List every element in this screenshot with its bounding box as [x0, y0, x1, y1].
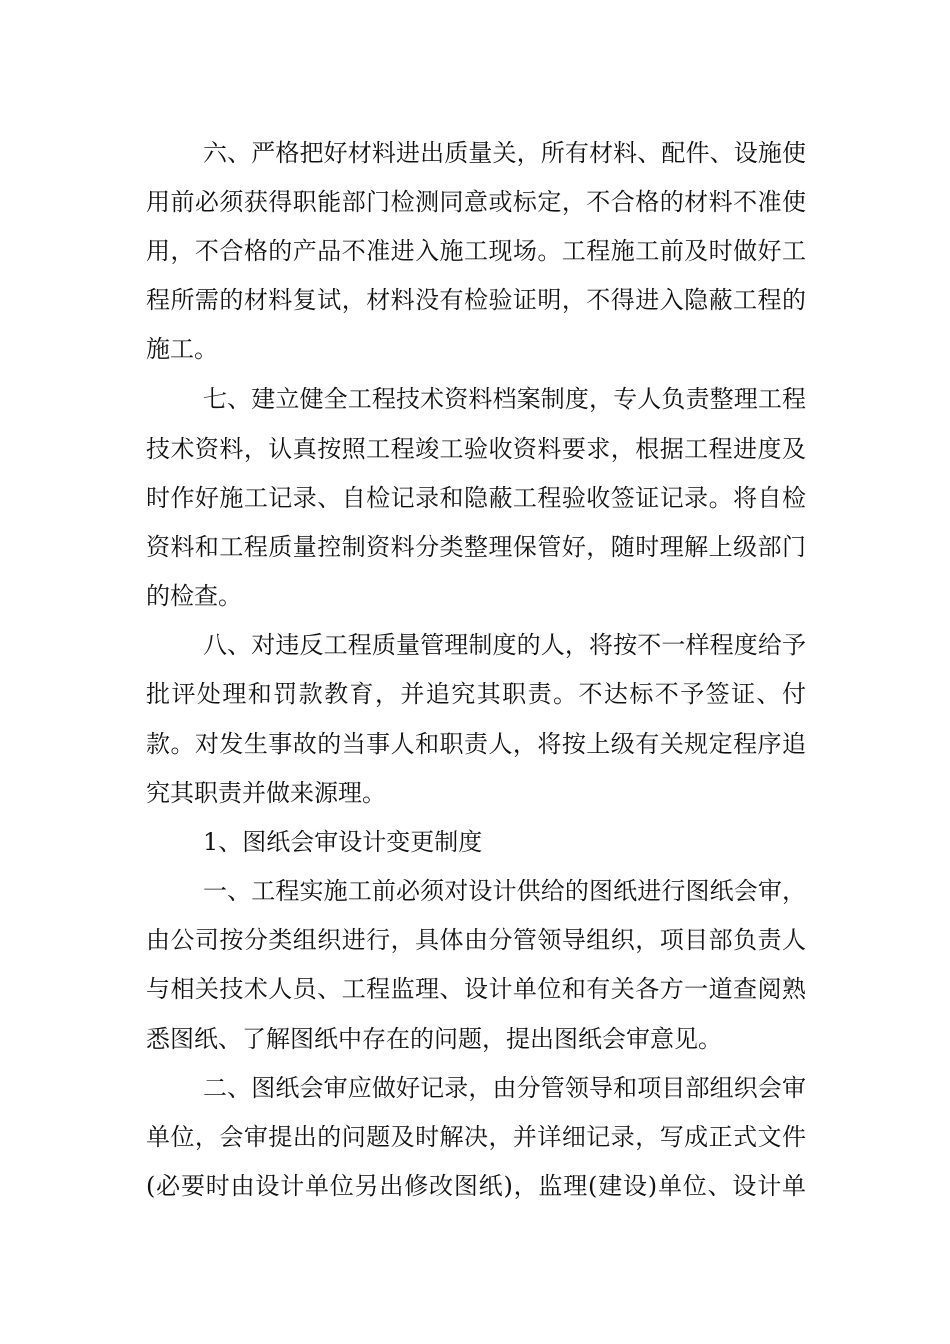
- paragraph-1-line-1: 一、工程实施工前必须对设计供给的图纸进行图纸会审，: [203, 877, 806, 905]
- paragraph-6-line-3: 用，不合格的产品不准进入施工现场。工程施工前及时做好工: [146, 237, 806, 265]
- paragraph-7-line-3: 时作好施工记录、自检记录和隐蔽工程验收签证记录。将自检: [146, 484, 806, 512]
- paragraph-1-line-4: 悉图纸、了解图纸中存在的问题，提出图纸会审意见。: [146, 1025, 722, 1053]
- paragraph-8-line-1: 八、对违反工程质量管理制度的人，将按不一样程度给予: [203, 631, 806, 659]
- paragraph-2-line-1: 二、图纸会审应做好记录，由分管领导和项目部组织会审: [203, 1074, 806, 1102]
- paragraph-6-line-2: 用前必须获得职能部门检测同意或标定，不合格的材料不准使: [146, 188, 806, 216]
- section-heading: 1、图纸会审设计变更制度: [203, 828, 483, 856]
- paragraph-8-line-2: 批评处理和罚款教育，并追究其职责。不达标不予签证、付: [146, 680, 806, 708]
- paragraph-2-line-3: (必要时由设计单位另出修改图纸)，监理(建设)单位、设计单: [146, 1172, 806, 1200]
- paragraph-8-line-4: 究其职责并做来源理。: [146, 779, 386, 807]
- paragraph-1-line-2: 由公司按分类组织进行，具体由分管领导组织，项目部负责人: [146, 926, 806, 954]
- paragraph-6-line-1: 六、严格把好材料进出质量关，所有材料、配件、设施使: [203, 139, 806, 167]
- paragraph-6-line-5: 施工。: [146, 335, 218, 363]
- paragraph-7-line-2: 技术资料，认真按照工程竣工验收资料要求，根据工程进度及: [146, 435, 806, 463]
- paragraph-6-line-4: 程所需的材料复试，材料没有检验证明，不得进入隐蔽工程的: [146, 286, 806, 314]
- paragraph-8-line-3: 款。对发生事故的当事人和职责人，将按上级有关规定程序追: [146, 730, 806, 758]
- paragraph-2-line-2: 单位，会审提出的问题及时解决，并详细记录，写成正式文件: [146, 1123, 806, 1151]
- paragraph-1-line-3: 与相关技术人员、工程监理、设计单位和有关各方一道查阅熟: [146, 975, 806, 1003]
- paragraph-7-line-1: 七、建立健全工程技术资料档案制度，专人负责整理工程: [203, 385, 806, 413]
- paragraph-7-line-5: 的检查。: [146, 582, 242, 610]
- paragraph-7-line-4: 资料和工程质量控制资料分类整理保管好，随时理解上级部门: [146, 533, 806, 561]
